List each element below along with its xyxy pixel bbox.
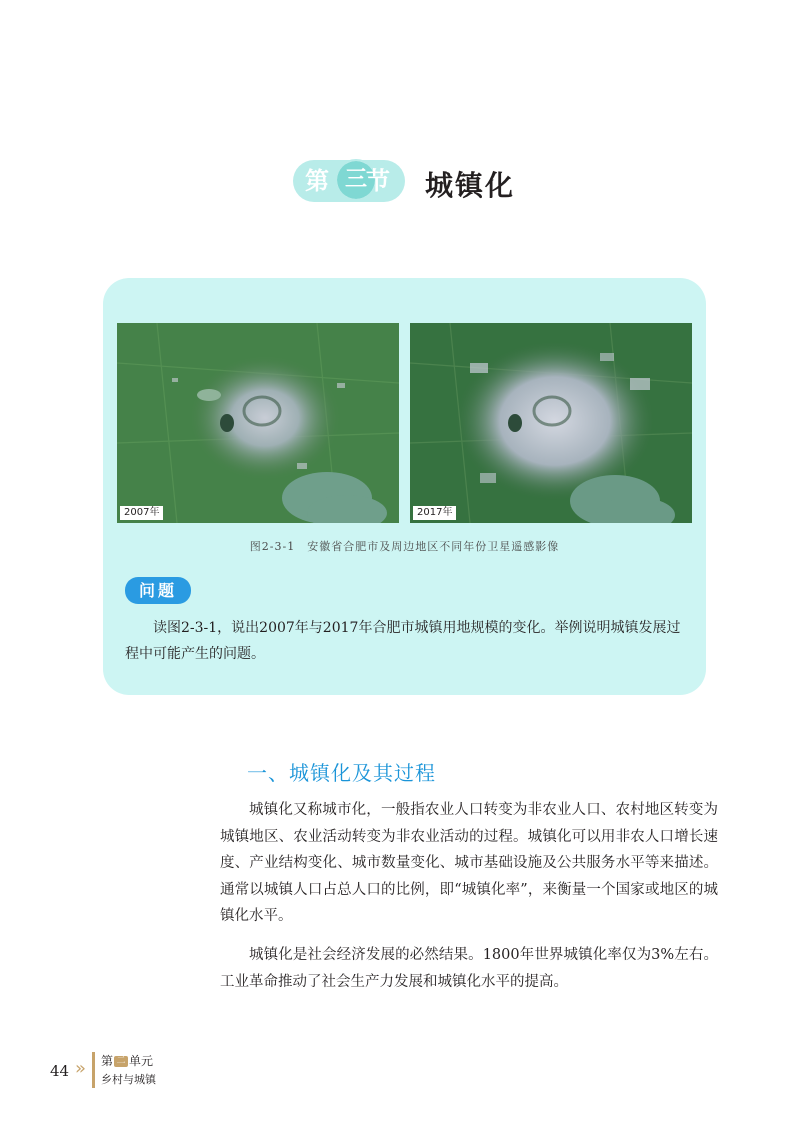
subsection-heading: 一、城镇化及其过程	[247, 761, 436, 785]
chevron-right-icon: »	[75, 1058, 81, 1079]
section-badge-jie: 节	[366, 167, 390, 195]
unit-suffix: 单元	[129, 1054, 154, 1068]
unit-number: 二	[114, 1056, 128, 1067]
unit-subtitle: 乡村与城镇	[101, 1073, 156, 1086]
section-title: 城镇化	[425, 169, 516, 202]
section-badge-di: 第	[305, 167, 329, 195]
question-text: 读图2-3-1，说出2007年与2017年合肥市城镇用地规模的变化。举例说明城镇发展过程中可能产生的问题。	[125, 620, 681, 662]
section-number: 三	[337, 161, 375, 199]
body-paragraph-2: 城镇化是社会经济发展的必然结果。1800年世界城镇化率仅为3%左右。工业革命推动了社会生产力发展和城镇化水平的提高。	[220, 947, 718, 990]
satellite-image-2007	[117, 323, 399, 523]
page-number: 44	[50, 1062, 70, 1080]
body-paragraph-1: 城镇化又称城市化，一般指农业人口转变为非农业人口、农村地区转变为城镇地区、农业活动转变为非农业活动的过程。城镇化可以用非农人口增长速度、产业结构变化、城市数量变化、城市基础设施及公共服务水平等来描述。通常以城镇人口占总人口的比例，即“城镇化率”，来衡量一个国家或地区的城镇化水平。	[220, 802, 718, 924]
figure-caption: 图2-3-1 安徽省合肥市及周边地区不同年份卫星遥感影像	[249, 540, 560, 553]
satellite-image-2017	[410, 323, 692, 523]
year-label-2017: 2017年	[413, 506, 456, 520]
footer-divider	[92, 1052, 95, 1088]
section-badge	[293, 160, 405, 202]
unit-title	[101, 1052, 153, 1069]
intro-panel	[103, 278, 706, 695]
question-badge: 问题	[125, 577, 191, 604]
unit-prefix: 第	[101, 1054, 114, 1068]
year-label-2007: 2007年	[120, 506, 163, 520]
